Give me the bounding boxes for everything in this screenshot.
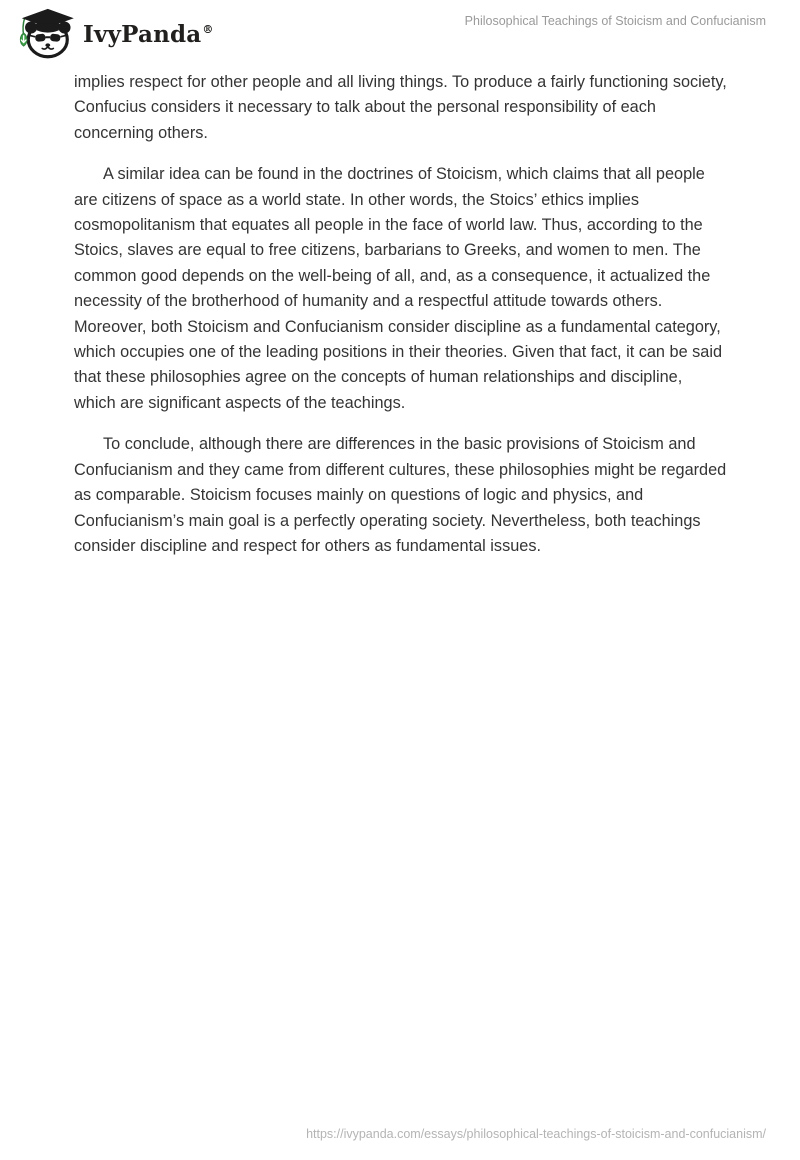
- brand-logo: [14, 8, 214, 60]
- brand-name: IvyPanda®: [83, 20, 214, 48]
- panda-graduate-icon: [14, 8, 76, 60]
- paragraph-conclusion: To conclude, although there are differences in the basic provisions of Stoicism and Confucianism and they came from different cultures, these philosophies might be regarded as comparable. Stoicism focuses mainly on questions of logic and physics, and Confucianism’s main goal is a perfectly operating society. Nevertheless, both teachings consider discipline and respect for others as fundamental issues.: [74, 435, 727, 555]
- paragraph-stoicism-comparison: A similar idea can be found in the doctrines of Stoicism, which claims that all people are citizens of space as a world state. In other words, the Stoics’ ethics implies cosmopolitanism that equates all people in the face of world law. Thus, according to the Stoics, slaves are equal to free citizens, barbarians to Greeks, and women to men. The common good depends on the well-being of all, and, as a consequence, it actualized the necessity of the brotherhood of humanity and a respectful attitude towards others. Moreover, both Stoicism and Confucianism consider discipline as a fundamental category, which occupies one of the leading positions in their theories. Given that fact, it can be said that these philosophies agree on the concepts of human relationships and discipline, which are significant aspects of the teachings.: [74, 165, 723, 412]
- registered-mark: ®: [202, 22, 214, 36]
- essay-body: [74, 70, 727, 575]
- document-title: Philosophical Teachings of Stoicism and Confucianism: [464, 14, 766, 28]
- page-header: [0, 0, 800, 70]
- paragraph-continuation: implies respect for other people and all living things. To produce a fairly functioning society, Confucius considers it necessary to talk about the personal responsibility of each concerning others.: [74, 73, 727, 142]
- source-url-link[interactable]: https://ivypanda.com/essays/philosophical-teachings-of-stoicism-and-confucianism/: [306, 1127, 766, 1141]
